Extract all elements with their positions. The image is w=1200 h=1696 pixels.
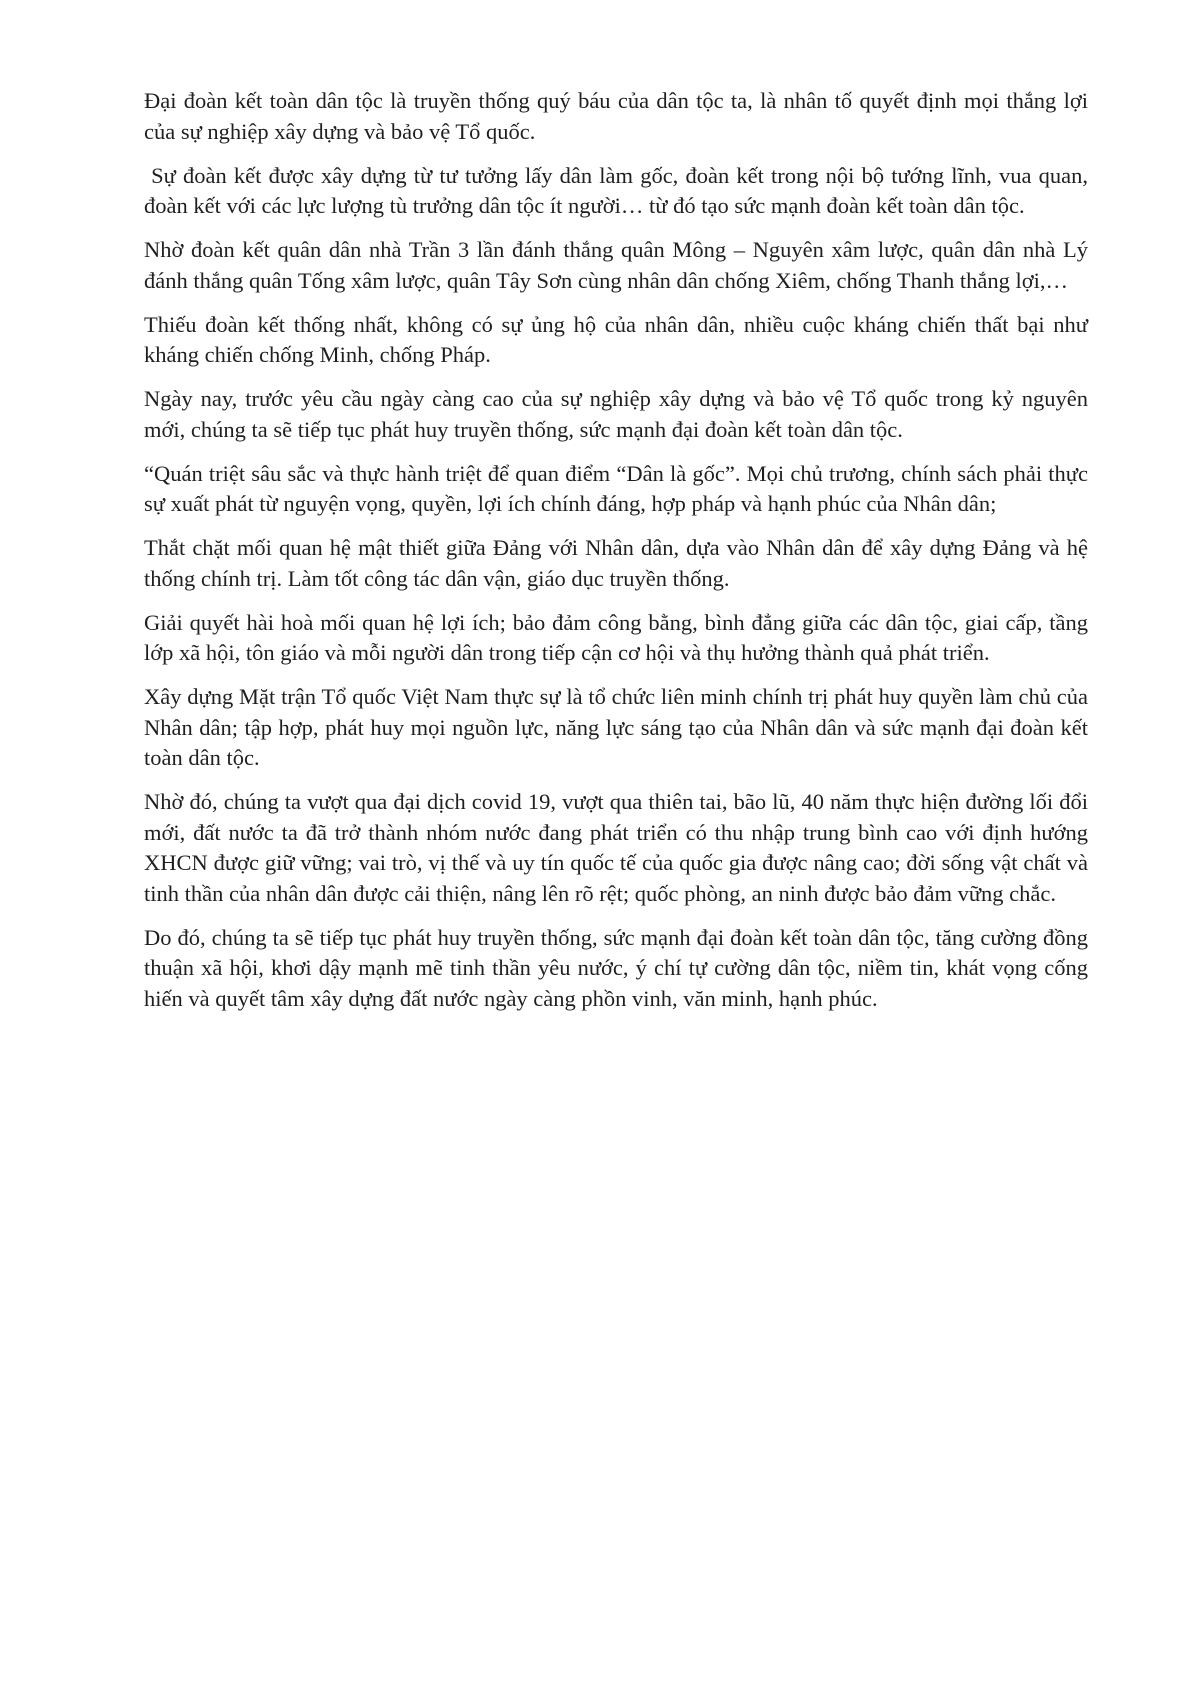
paragraph-8: Giải quyết hài hoà mối quan hệ lợi ích; bảo đảm công bằng, bình đẳng giữa các dân tộc, giai cấp, tầng lớp xã hội, tôn giáo và mỗi người dân trong tiếp cận cơ hội và thụ hưởng thành quả phát triển.: [144, 609, 1088, 665]
paragraph-11: Do đó, chúng ta sẽ tiếp tục phát huy truyền thống, sức mạnh đại đoàn kết toàn dân tộc, tăng cường đồng thuận xã hội, khơi dậy mạnh mẽ tinh thần yêu nước, ý chí tự cường dân tộc, niềm tin, khát vọng cống hiến và quyết tâm xây dựng đất nước ngày càng phồn vinh, văn minh, hạnh phúc.: [144, 924, 1088, 1011]
paragraph-4: Thiếu đoàn kết thống nhất, không có sự ủng hộ của nhân dân, nhiều cuộc kháng chiến thất bại như kháng chiến chống Minh, chống Pháp.: [144, 311, 1088, 367]
paragraph-5: Ngày nay, trước yêu cầu ngày càng cao của sự nghiệp xây dựng và bảo vệ Tổ quốc trong kỷ nguyên mới, chúng ta sẽ tiếp tục phát huy truyền thống, sức mạnh đại đoàn kết toàn dân tộc.: [144, 386, 1088, 442]
paragraph-9: Xây dựng Mặt trận Tổ quốc Việt Nam thực sự là tổ chức liên minh chính trị phát huy quyền làm chủ của Nhân dân; tập hợp, phát huy mọi nguồn lực, năng lực sáng tạo của Nhân dân và sức mạnh đại đoàn kết toàn dân tộc.: [144, 684, 1088, 770]
document-body: [144, 86, 1094, 1028]
paragraph-10: Nhờ đó, chúng ta vượt qua đại dịch covid 19, vượt qua thiên tai, bão lũ, 40 năm thực hiện đường lối đổi mới, đất nước ta đã trở thành nhóm nước đang phát triển có thu nhập trung bình cao với định hướng XHCN được giữ vững; vai trò, vị thế và uy tín quốc tế của quốc gia được nâng cao; đời sống vật chất và tinh thần của nhân dân được cải thiện, nâng lên rõ rệt; quốc phòng, an ninh được bảo đảm vững chắc.: [144, 789, 1088, 906]
paragraph-7: Thắt chặt mối quan hệ mật thiết giữa Đảng với Nhân dân, dựa vào Nhân dân để xây dựng Đảng và hệ thống chính trị. Làm tốt công tác dân vận, giáo dục truyền thống.: [144, 535, 1088, 591]
paragraph-2: Sự đoàn kết được xây dựng từ tư tưởng lấy dân làm gốc, đoàn kết trong nội bộ tướng lĩnh, vua quan, đoàn kết với các lực lượng tù trưởng dân tộc ít người… từ đó tạo sức mạnh đoàn kết toàn dân tộc.: [144, 162, 1094, 218]
paragraph-6: “Quán triệt sâu sắc và thực hành triệt để quan điểm “Dân là gốc”. Mọi chủ trương, chính sách phải thực sự xuất phát từ nguyện vọng, quyền, lợi ích chính đáng, hợp pháp và hạnh phúc của Nhân dân;: [144, 460, 1088, 516]
paragraph-3: Nhờ đoàn kết quân dân nhà Trần 3 lần đánh thắng quân Mông – Nguyên xâm lược, quân dân nhà Lý đánh thắng quân Tống xâm lược, quân Tây Sơn cùng nhân dân chống Xiêm, chống Thanh thắng lợi,…: [144, 237, 1088, 293]
paragraph-1: Đại đoàn kết toàn dân tộc là truyền thống quý báu của dân tộc ta, là nhân tố quyết định mọi thắng lợi của sự nghiệp xây dựng và bảo vệ Tổ quốc.: [144, 88, 1088, 144]
